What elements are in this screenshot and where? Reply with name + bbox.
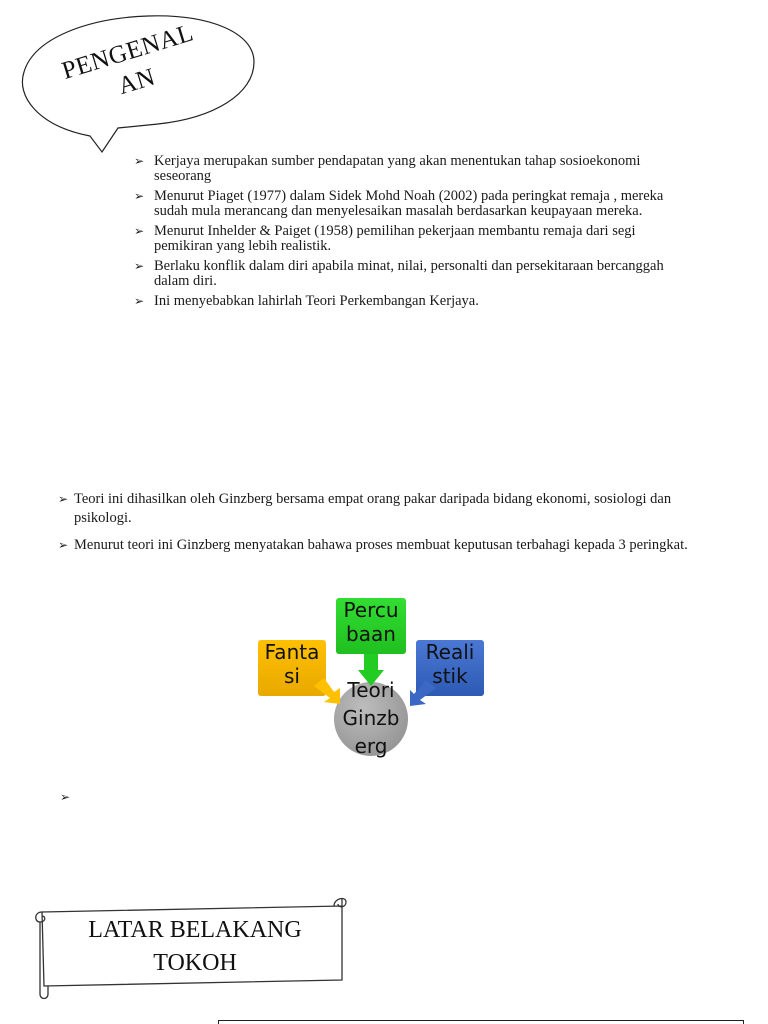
arrowhead-bullet-icon: ➢ xyxy=(58,492,69,506)
content-box-top-edge xyxy=(218,1020,744,1024)
stage-box-percubaan: Percu baan xyxy=(336,598,406,654)
arrowhead-bullet-icon: ➢ xyxy=(134,294,145,308)
list-item: ➢ Menurut teori ini Ginzberg menyatakan bahawa proses membuat keputusan terbahagi kepada 3 peringkat. xyxy=(58,537,688,553)
stage-box-fantasi: Fanta si xyxy=(258,640,326,696)
arrowhead-bullet-icon: ➢ xyxy=(134,189,145,203)
list-item: ➢ Menurut Piaget (1977) dalam Sidek Mohd Noah (2002) pada peringkat remaja , mereka sudah mula merancang dan menyelesaikan masalah berdasarkan keupayaan mereka. xyxy=(134,188,664,219)
intro-bullet-list xyxy=(134,154,694,315)
center-label: Teori Ginzb erg xyxy=(342,678,400,758)
arrowhead-bullet-icon: ➢ xyxy=(134,259,145,273)
page-title: PENGENAL AN xyxy=(58,19,197,101)
list-item: ➢ Teori ini dihasilkan oleh Ginzberg bersama empat orang pakar daripada bidang ekonomi, sosiologi dan psikologi. xyxy=(58,491,672,526)
arrowhead-bullet-icon: ➢ xyxy=(58,538,69,552)
theory-bullet-list xyxy=(58,490,708,563)
ginzberg-diagram xyxy=(250,592,500,782)
list-item: ➢ Berlaku konflik dalam diri apabila minat, nilai, personalti dan persekitaraan bercanggah dalam diri. xyxy=(134,258,664,289)
list-item: ➢ Ini menyebabkan lahirlah Teori Perkembangan Kerjaya. xyxy=(134,293,479,309)
arrowhead-bullet-icon: ➢ xyxy=(134,154,145,168)
section-title: LATAR BELAKANG TOKOH xyxy=(88,917,302,976)
arrowhead-bullet-icon: ➢ xyxy=(134,224,145,238)
arrowhead-bullet-icon: ➢ xyxy=(60,790,71,804)
list-item: ➢ Menurut Inhelder & Paiget (1958) pemilihan pekerjaan membantu remaja dari segi pemikiran yang lebih realistik. xyxy=(134,223,636,254)
list-item: ➢ Kerjaya merupakan sumber pendapatan yang akan menentukan tahap sosioekonomi seseorang xyxy=(134,153,641,184)
stage-box-realistik: Reali stik xyxy=(416,640,484,696)
